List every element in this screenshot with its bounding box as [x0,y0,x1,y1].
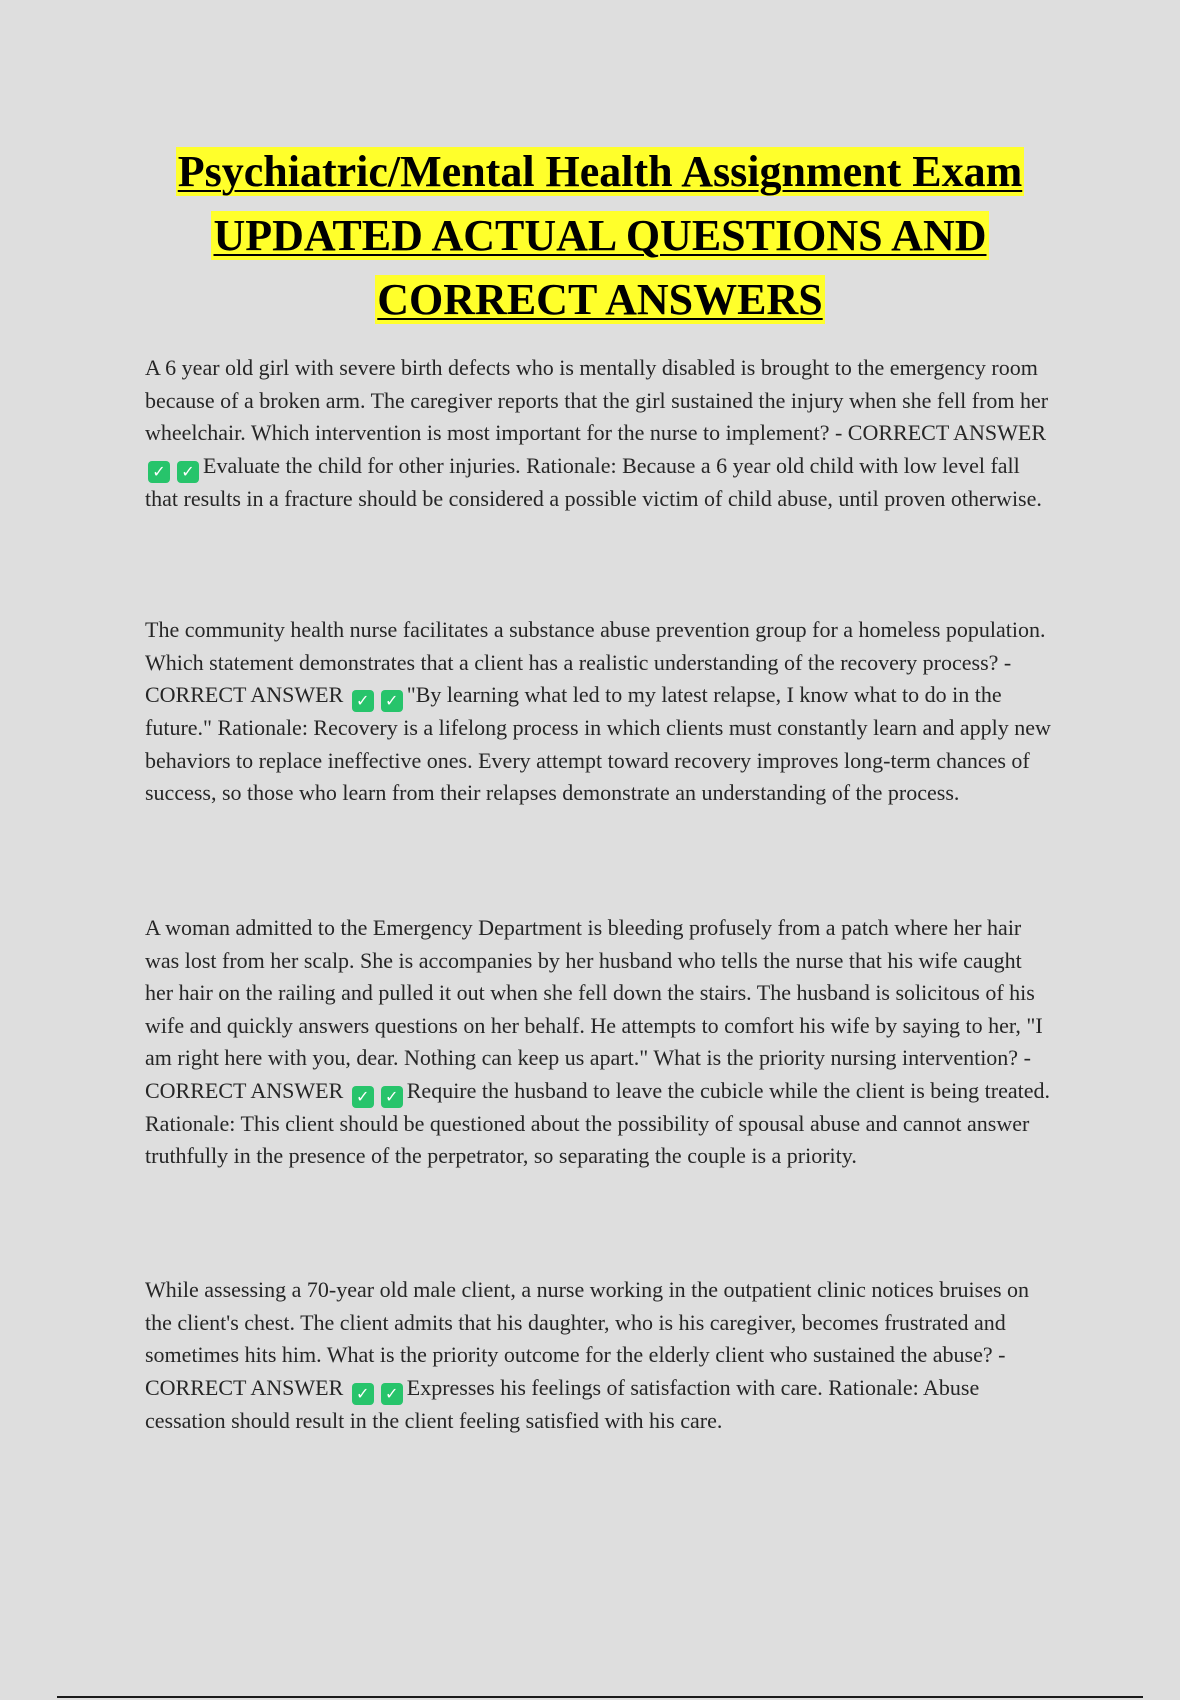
check-mark-icon: ✓ [381,1383,403,1405]
document-title [130,140,1070,332]
check-mark-icon: ✓ [352,1383,374,1405]
answer-text: Evaluate the child for other injuries. Rationale: Because a 6 year old child with low level fall that results in a fracture should be considered a possible victim of child abuse, until proven otherwise. [145,452,1042,511]
check-mark-icon: ✓ [352,690,374,712]
qa-item-2 [145,614,1055,810]
qa-item-3 [145,912,1055,1173]
check-mark-icon: ✓ [177,461,199,483]
title-text: Psychiatric/Mental Health Assignment Exam UPDATED ACTUAL QUESTIONS AND CORRECT ANSWERS [177,147,1023,324]
question-text: The community health nurse facilitates a substance abuse prevention group for a homeless population. Which statement demonstrates that a client has a realistic understanding of the recovery process? - CORRECT ANSWER [145,617,1046,707]
qa-item-4 [145,1274,1055,1437]
page-bottom-rule [57,1696,1143,1698]
question-text: A woman admitted to the Emergency Department is bleeding profusely from a patch where her hair was lost from her scalp. She is accompanies by her husband who tells the nurse that his wife caught her hair on the railing and pulled it out when she fell down the stairs. The husband is solicitous of his wife and quickly answers questions on her behalf. He attempts to comfort his wife by saying to her, "I am right here with you, dear. Nothing can keep us apart." What is the priority nursing intervention? - CORRECT ANSWER [145,915,1043,1103]
answer-text: "By learning what led to my latest relapse, I know what to do in the future." Rationale: Recovery is a lifelong process in which clients must constantly learn and apply new behaviors to replace ineffective ones. Every attempt toward recovery improves long-term chances of success, so those who learn from their relapses demonstrate an understanding of the process. [145,682,1051,805]
qa-item-1 [145,352,1055,515]
answer-text: Expresses his feelings of satisfaction with care. Rationale: Abuse cessation should result in the client feeling satisfied with his care. [145,1374,980,1433]
check-mark-icon: ✓ [381,1086,403,1108]
question-text: While assessing a 70-year old male client, a nurse working in the outpatient clinic notices bruises on the client's chest. The client admits that his daughter, who is his caregiver, becomes frustrated and sometimes hits him. What is the priority outcome for the elderly client who sustained the abuse? - CORRECT ANSWER [145,1277,1030,1400]
check-mark-icon: ✓ [352,1086,374,1108]
answer-text: Require the husband to leave the cubicle while the client is being treated. Rationale: This client should be questioned about the possibility of spousal abuse and cannot answer truthfully in the presence of the perpetrator, so separating the couple is a priority. [145,1077,1051,1168]
page-edge [1180,0,1200,1700]
check-mark-icon: ✓ [148,461,170,483]
question-text: A 6 year old girl with severe birth defects who is mentally disabled is brought to the emergency room because of a broken arm. The caregiver reports that the girl sustained the injury when she fell from her wheelchair. Which intervention is most important for the nurse to implement? - CORRECT ANSWER [145,355,1049,445]
check-mark-icon: ✓ [381,690,403,712]
